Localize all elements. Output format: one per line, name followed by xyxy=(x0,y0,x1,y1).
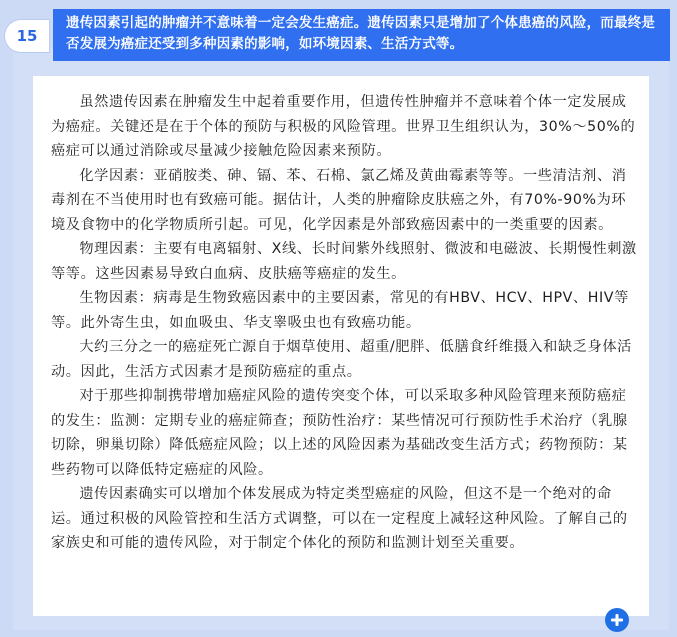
paragraph: 生物因素：病毒是生物致癌因素中的主要因素，常见的有HBV、HCV、HPV、HIV等等。此外寄生虫，如血吸虫、华支睾吸虫也有致癌功能。 xyxy=(51,290,629,331)
paragraph: 对于那些抑制携带增加癌症风险的遗传突变个体，可以采取多种风险管理来预防癌症的发生：监测：定期专业的癌症筛查；预防性治疗：某些情况可行预防性手术治疗（乳腺切除，卵巢切除）降低癌症风险；以上述的风险因素为基础改变生活方式；药物预防：某些药物可以降低特定癌症的风险。 xyxy=(51,388,628,478)
article-body xyxy=(51,90,639,556)
section-number: 15 xyxy=(16,27,38,45)
plus-glyph xyxy=(610,613,624,627)
section-number-badge xyxy=(5,20,49,52)
paragraph: 遗传因素确实可以增加个体发展成为特定类型癌症的风险，但这不是一个绝对的命运。通过积极的风险管控和生活方式调整，可以在一定程度上减轻这种风险。了解自己的家族史和可能的遗传风险，对于制定个体化的预防和监测计划至关重要。 xyxy=(51,486,628,551)
plus-circle-icon[interactable] xyxy=(605,608,629,632)
paragraph: 物理因素：主要有电离辐射、X线、长时间紫外线照射、微波和电磁波、长期慢性刺激等等。这些因素易导致白血病、皮肤癌等癌症的发生。 xyxy=(51,241,637,282)
paragraph: 虽然遗传因素在肿瘤发生中起着重要作用，但遗传性肿瘤并不意味着个体一定发展成为癌症。关键还是在于个体的预防与积极的风险管理。世界卫生组织认为，30%～50%的癌症可以通过消除或尽量减少接触危险因素来预防。 xyxy=(51,94,636,159)
paragraph: 化学因素：亚硝胺类、砷、镉、苯、石棉、氯乙烯及黄曲霉素等等。一些清洁剂、消毒剂在不当使用时也有致癌可能。据估计，人类的肿瘤除皮肤癌之外，有70%-90%为环境及食物中的化学物质所引起。可见，化学因素是外部致癌因素中的一类重要的因素。 xyxy=(51,167,627,233)
paragraph: 大约三分之一的癌症死亡源自于烟草使用、超重/肥胖、低膳食纤维摄入和缺乏身体活动。因此，生活方式因素才是预防癌症的重点。 xyxy=(51,339,632,380)
header-callout xyxy=(53,9,670,61)
header-text: 遗传因素引起的肿瘤并不意味着一定会发生癌症。遗传因素只是增加了个体患癌的风险，而最终是否发展为癌症还受到多种因素的影响，如环境因素、生活方式等。 xyxy=(66,15,656,52)
